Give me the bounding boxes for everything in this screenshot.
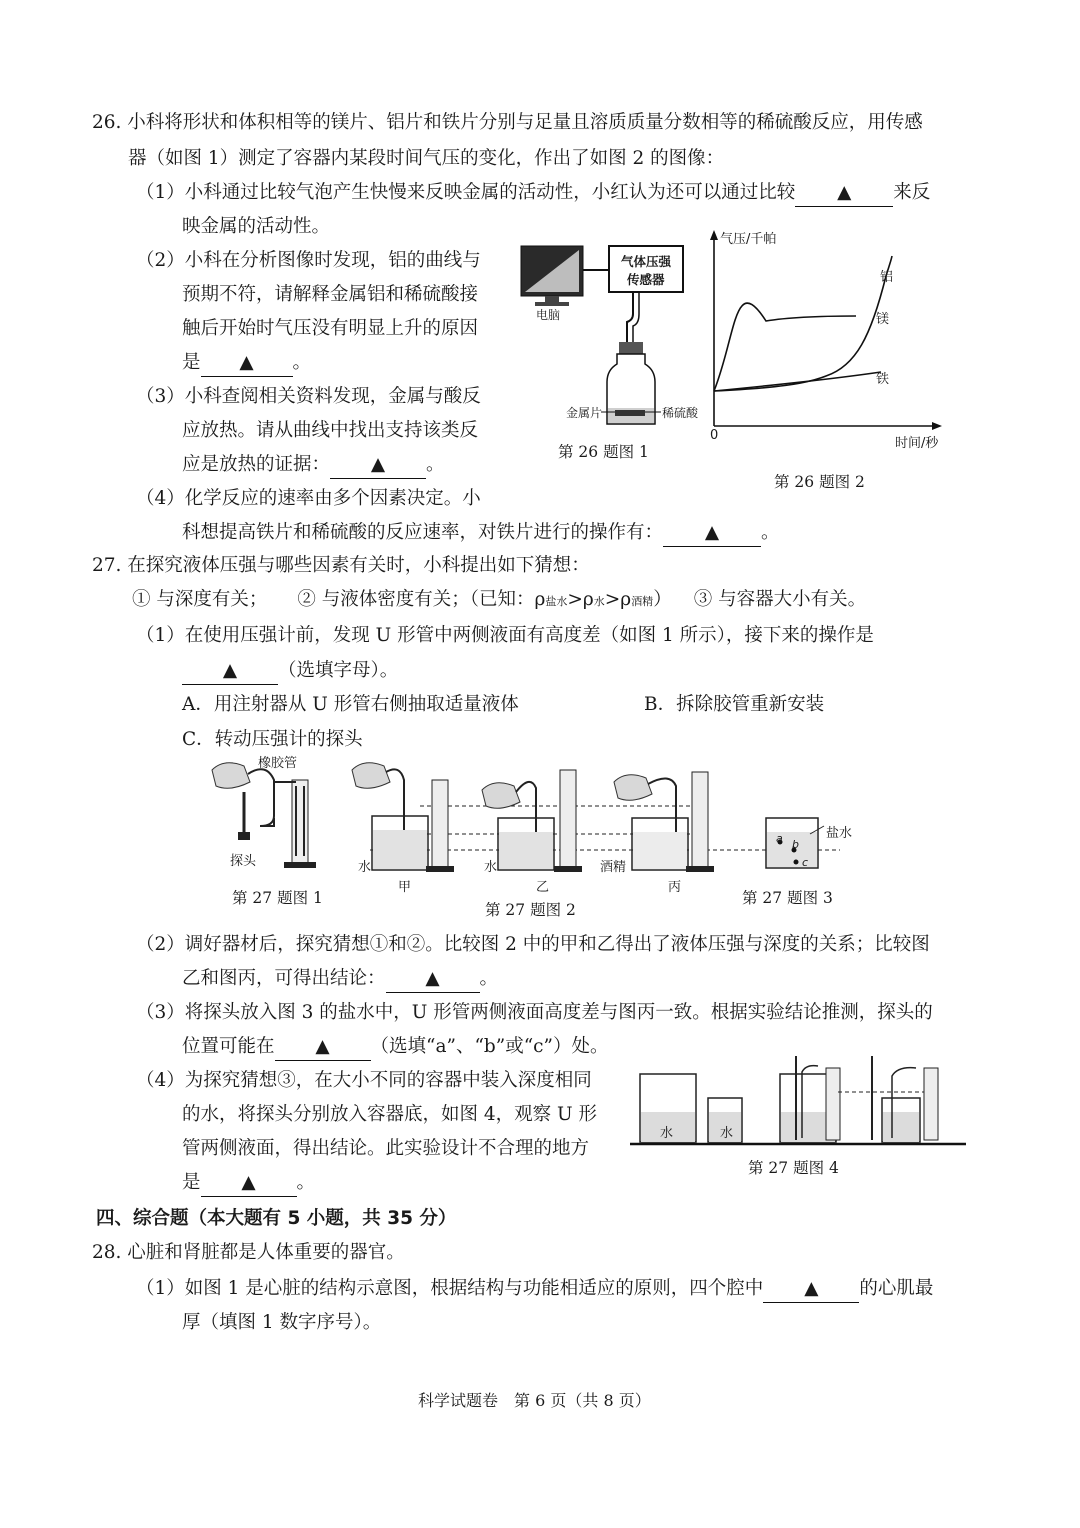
figure2-bing [614,772,714,872]
q27-part4-line2: 的水，将探头分别放入容器底，如图 4，观察 U 形 [182,1104,598,1125]
q27-part2-line2 [182,966,498,993]
q28-stem: 28. 心脏和肾脏都是人体重要的器官。 [92,1242,405,1263]
q27-part3-line1: （3）将探头放入图 3 的盐水中，U 形管两侧液面高度差与图丙一致。根据实验结论推测，探头的 [136,1002,933,1023]
q27-figure4 [626,1048,970,1152]
q27-option-a: A．用注射器从 U 形管右侧抽取适量液体 [182,694,519,715]
q26-part1-cont: 映金属的活动性。 [182,216,331,237]
rho-alcohol-sub: 酒精 [631,595,654,608]
q26-part3-line1: （3）小科查阅相关资料发现，金属与酸反 [136,386,481,407]
q28-part1-line2: 厚（填图 1 数字序号）。 [182,1312,382,1333]
series-label-aluminum: 铝 [880,270,894,285]
u-tube-scale [826,1068,840,1140]
answer-blank[interactable]: ▲ [386,966,480,993]
y-axis-arrow [710,230,718,240]
sensor-label-line2: 传感器 [627,272,665,287]
answer-blank[interactable]: ▲ [182,658,278,685]
guess-2: ② 与液体密度有关；（已知：ρ [297,589,546,610]
label-jia: 甲 [398,880,412,895]
answer-blank[interactable]: ▲ [330,452,426,479]
q27-part4-text: 是 [182,1172,201,1193]
q26-part3-line2: 应放热。请从曲线中找出支持该类反 [182,420,479,441]
q27-stem: 27. 在探究液体压强与哪些因素有关时，小科提出如下猜想： [92,555,590,576]
q27-option-c: C．转动压强计的探头 [182,729,363,750]
sensor-tube [627,292,633,344]
rubber-bulb [614,775,652,800]
answer-blank[interactable]: ▲ [663,520,761,547]
water-label-small: 水 [720,1126,734,1141]
graph-origin: 0 [710,428,719,443]
water-label-jia: 水 [358,860,372,875]
q28-part1-line1 [136,1276,933,1303]
q27-figure2-caption: 第 27 题图 2 [485,901,576,919]
q26-part1-text: （1）小科通过比较气泡产生快慢来反映金属的活动性，小红认为还可以通过比较 [136,182,796,203]
page-footer: 科学试题卷 第 6 页（共 8 页） [418,1391,651,1410]
u-tube-scale [292,780,308,864]
q26-part2-end: 。 [292,352,312,373]
gauge-base [686,866,714,872]
q26-part2-line3: 触后开始时气压没有明显上升的原因 [182,318,479,339]
water-liquid [499,832,553,869]
q26-stem-line1: 26. 小科将形状和体积相等的镁片、铝片和铁片分别与足量且溶质质量分数相等的稀硫酸反应，用传感 [92,112,923,133]
gauge-base [554,866,582,872]
gauge-base [284,862,316,868]
section-4-heading: 四、综合题（本大题有 5 小题，共 35 分） [96,1208,457,1229]
q26-stem-line2: 器（如图 1）测定了容器内某段时间气压的变化，作出了如图 2 的图像： [128,148,725,169]
gt-sign: >ρ [604,589,632,610]
label-yi: 乙 [536,880,550,895]
answer-blank[interactable]: ▲ [275,1034,371,1061]
aluminum-curve [714,256,892,391]
q26-part3-line3 [182,452,445,479]
rho-brine-sub: 盐水 [545,595,568,608]
guess-2-end: ） [653,589,672,610]
sensor-label-line1: 气体压强 [621,254,672,269]
q27-part2-text: 乙和图丙，可得出结论： [182,968,386,989]
q26-part2-line4 [182,350,311,377]
q27-pressure-gauge-figures [200,752,880,892]
q27-part4-line1: （4）为探究猜想③，在大小不同的容器中装入深度相同 [136,1070,592,1091]
guess-1: ① 与深度有关； [132,589,268,610]
q26-figure1-caption: 第 26 题图 1 [558,443,649,461]
x-axis-arrow [932,422,942,430]
q27-part1-text: （选填字母）。 [278,660,399,681]
series-label-magnesium: 镁 [876,312,890,327]
series-label-iron: 铁 [876,372,890,387]
q27-figure4-caption: 第 27 题图 4 [748,1159,839,1177]
q27-part2-end: 。 [479,968,499,989]
point-b-label: b [792,838,799,851]
q26-part1-text-end: 来反 [893,182,931,203]
rubber-bulb [212,763,250,788]
rho-water-sub: 水 [593,595,605,608]
point-c-label: c [802,856,809,869]
q26-part4-line2 [182,520,780,547]
rubber-tube-label: 橡胶管 [258,756,298,771]
q27-part4-line3: 管两侧液面，得出结论。此实验设计不合理的地方 [182,1138,590,1159]
gauge-base [426,866,454,872]
water-liquid [373,830,427,869]
answer-blank[interactable]: ▲ [763,1276,859,1303]
metal-label: 金属片 [566,406,603,420]
figure1-gauge [212,763,316,868]
alcohol-liquid [633,832,687,869]
q26-part2-line2: 预期不符，请解释金属铝和稀硫酸接 [182,284,479,305]
q28-part1-text: （1）如图 1 是心脏的结构示意图，根据结构与功能相适应的原则，四个腔中 [136,1278,764,1299]
u-tube-scale [560,770,576,868]
q26-figure2-caption: 第 26 题图 2 [774,473,865,491]
rubber-bulb [482,783,520,808]
water-label-yi: 水 [484,860,498,875]
computer-label: 电脑 [536,308,561,322]
q27-guesses [132,587,866,615]
u-tube-scale [432,780,448,868]
q27-figure3-caption: 第 27 题图 3 [742,889,833,907]
q27-part2-line1: （2）调好器材后，探究猜想①和②。比较图 2 中的甲和乙得出了液体压强与深度的关系；比较图 [136,934,930,955]
monitor-stand [545,296,559,302]
graph-y-label: 气压/千帕 [720,232,777,247]
q27-part4-end: 。 [296,1172,316,1193]
q27-part3-line2 [182,1034,609,1061]
guess-3: ③ 与容器大小有关。 [693,589,867,610]
q27-option-b: B．拆除胶管重新安装 [644,694,825,715]
u-tube-scale [924,1068,938,1140]
q26-part4-text: 科想提高铁片和稀硫酸的反应速率，对铁片进行的操作有： [182,522,664,543]
q27-part1-line1: （1）在使用压强计前，发现 U 形管中两侧液面有高度差（如图 1 所示），接下来的操作是 [136,625,874,646]
rubber-bulb [352,763,390,788]
answer-blank[interactable]: ▲ [201,1170,297,1197]
acid-label: 稀硫酸 [662,406,699,420]
label-bing: 丙 [668,880,682,895]
q26-part3-text: 应是放热的证据： [182,454,331,475]
q26-part1 [136,180,930,207]
q27-part3-text: 位置可能在 [182,1036,275,1057]
point-a-label: a [776,832,783,845]
alcohol-label: 酒精 [600,860,627,875]
probe-label: 探头 [230,854,257,869]
brine-label: 盐水 [826,826,853,841]
q26-apparatus-figure [515,232,705,432]
probe-head [238,832,250,840]
iron-curve [714,372,881,391]
q26-part2-text: 是 [182,352,201,373]
q27-part4-line4 [182,1170,315,1197]
q28-part1-text-end: 的心肌最 [859,1278,934,1299]
water-label-large: 水 [660,1126,674,1141]
u-tube-scale [692,772,708,868]
point-c-marker [794,860,799,865]
graph-x-label: 时间/秒 [895,436,939,451]
answer-blank[interactable]: ▲ [795,180,893,207]
q26-part2-line1: （2）小科在分析图像时发现，铝的曲线与 [136,250,481,271]
metal-plate [615,410,645,416]
q26-part3-end: 。 [426,454,445,475]
q26-part4-end: 。 [761,522,780,543]
q27-part1-line2 [182,658,398,685]
answer-blank[interactable]: ▲ [201,350,293,377]
bottle-stopper [619,342,643,354]
gt-sign: >ρ [567,589,594,610]
q27-part3-end: （选填“a”、“b”或“c”）处。 [370,1036,609,1057]
q26-part4-line1: （4）化学反应的速率由多个因素决定。小 [136,488,481,509]
q26-pressure-graph [696,226,946,456]
q27-figure1-caption: 第 27 题图 1 [232,889,323,907]
rubber-tube [248,769,274,826]
